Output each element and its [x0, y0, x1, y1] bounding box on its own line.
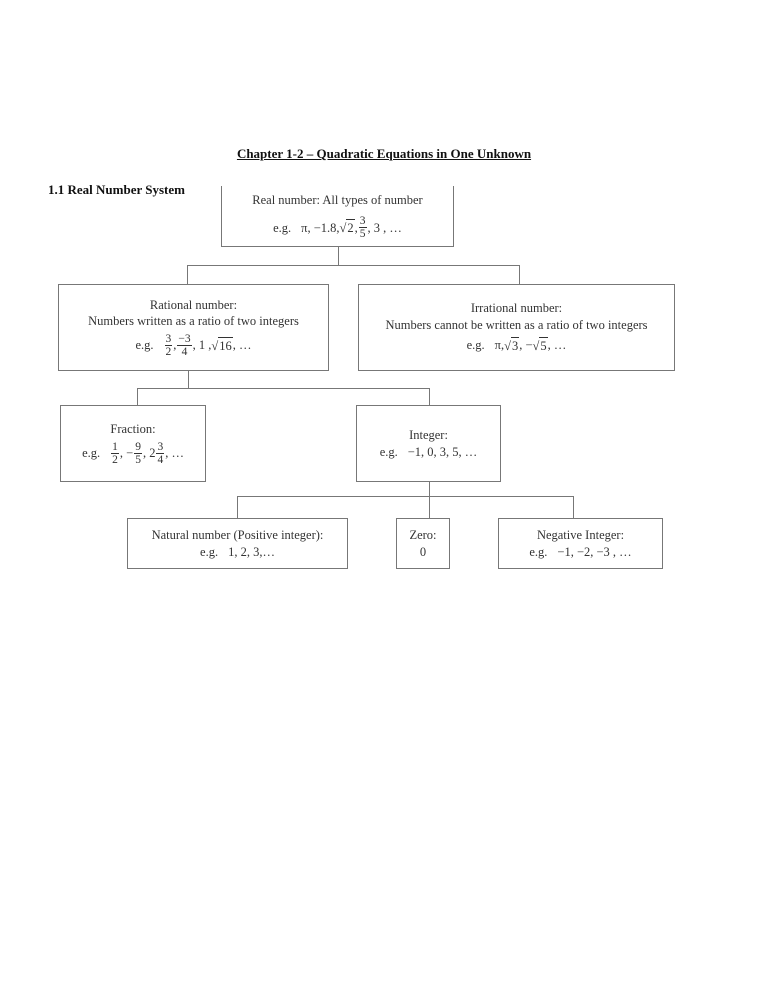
connector: [137, 388, 430, 389]
example-math: [380, 444, 478, 461]
numerator: 3: [165, 333, 172, 346]
node-rational-number: [58, 284, 329, 371]
eg-label: e.g.: [82, 446, 101, 460]
fraction-mark: [359, 215, 367, 240]
square-root: [211, 337, 232, 355]
node-heading: Fraction:: [110, 422, 156, 436]
node-real-number: [221, 186, 454, 247]
connector: [338, 246, 339, 265]
radicand: 16: [219, 338, 232, 353]
node-heading: Natural number (Positive integer):: [151, 527, 324, 542]
node-heading: Zero:: [409, 527, 437, 542]
connector: [237, 496, 574, 497]
example-math: [200, 544, 275, 561]
square-root: [504, 337, 519, 355]
connector: [187, 265, 188, 284]
math-text: , 1 ,: [192, 338, 212, 353]
square-root: [340, 219, 355, 237]
math-text: −1, −2, −3 , …: [557, 544, 632, 559]
chapter-title: Chapter 1-2 – Quadratic Equations in One Unknown: [236, 146, 532, 161]
math-text: π,: [494, 338, 505, 353]
math-text: , …: [232, 338, 252, 353]
numerator: 3: [359, 215, 366, 228]
math-text: 1, 2, 3,…: [228, 544, 275, 559]
denominator: 2: [165, 346, 172, 359]
connector: [429, 481, 430, 496]
example-math: [135, 333, 251, 358]
node-heading: Negative Integer:: [536, 527, 625, 542]
fraction-mark: [156, 441, 164, 466]
node-description: Numbers cannot be written as a ratio of two integers: [385, 318, 648, 333]
example-math: [529, 544, 631, 561]
node-zero: [396, 518, 450, 569]
fraction-mark: [111, 441, 119, 466]
node-heading: Integer:: [409, 427, 448, 442]
math-text: ,: [173, 338, 177, 353]
numerator: 1: [112, 440, 118, 453]
eg-label: e.g.: [273, 220, 292, 235]
math-text: ,: [354, 220, 358, 235]
fraction-mark: [165, 333, 173, 358]
connector: [429, 496, 430, 518]
numerator: 9: [135, 440, 141, 453]
example-math: [273, 215, 402, 240]
eg-label: e.g.: [529, 544, 548, 559]
connector: [187, 265, 520, 266]
math-text: , −: [119, 446, 134, 460]
connector: [519, 265, 520, 284]
math-text: −1, 0, 3, 5, …: [407, 444, 478, 459]
eg-label: e.g.: [135, 338, 154, 353]
math-text: , 2: [142, 446, 156, 460]
denominator: 5: [135, 453, 141, 466]
node-heading: Irrational number:: [470, 301, 563, 316]
denominator: 4: [157, 453, 164, 466]
node-heading: Real number: All types of number: [252, 192, 423, 207]
node-description: 0: [419, 544, 427, 559]
node-description: Numbers written as a ratio of two integers: [88, 314, 299, 329]
section-heading: 1.1 Real Number System: [48, 182, 185, 197]
math-text: , −: [519, 338, 533, 353]
square-root: [533, 337, 548, 355]
eg-label: e.g.: [379, 444, 398, 459]
node-irrational-number: [358, 284, 675, 371]
math-text: , …: [547, 338, 567, 353]
node-natural-number: [127, 518, 348, 569]
math-text: , 3 , …: [367, 220, 402, 235]
connector: [137, 388, 138, 405]
node-integer: [356, 405, 501, 482]
denominator: 2: [112, 453, 118, 466]
connector: [429, 388, 430, 405]
example-math: [467, 337, 567, 355]
eg-label: e.g.: [200, 544, 219, 559]
radicand: 2: [347, 221, 354, 235]
radicand: 5: [540, 338, 547, 353]
eg-label: e.g.: [466, 338, 485, 353]
node-negative-integer: [498, 518, 663, 569]
connector: [188, 370, 189, 388]
node-heading: Rational number:: [149, 297, 238, 312]
example-math: [82, 441, 184, 466]
denominator: 4: [181, 346, 188, 359]
fraction-mark: [177, 333, 191, 358]
numerator: 3: [157, 440, 164, 453]
radicand: 3: [511, 338, 519, 353]
radical-sign: √: [532, 338, 540, 353]
denominator: 5: [359, 228, 366, 241]
node-fraction: [60, 405, 206, 482]
math-text: π, −1.8,: [301, 220, 340, 235]
radical-sign: √: [211, 338, 219, 353]
connector: [573, 496, 574, 518]
fraction-mark: [134, 441, 142, 466]
numerator: −3: [178, 333, 191, 346]
connector: [237, 496, 238, 518]
radical-sign: √: [339, 221, 347, 235]
radical-sign: √: [504, 338, 511, 353]
math-text: , …: [165, 446, 184, 460]
